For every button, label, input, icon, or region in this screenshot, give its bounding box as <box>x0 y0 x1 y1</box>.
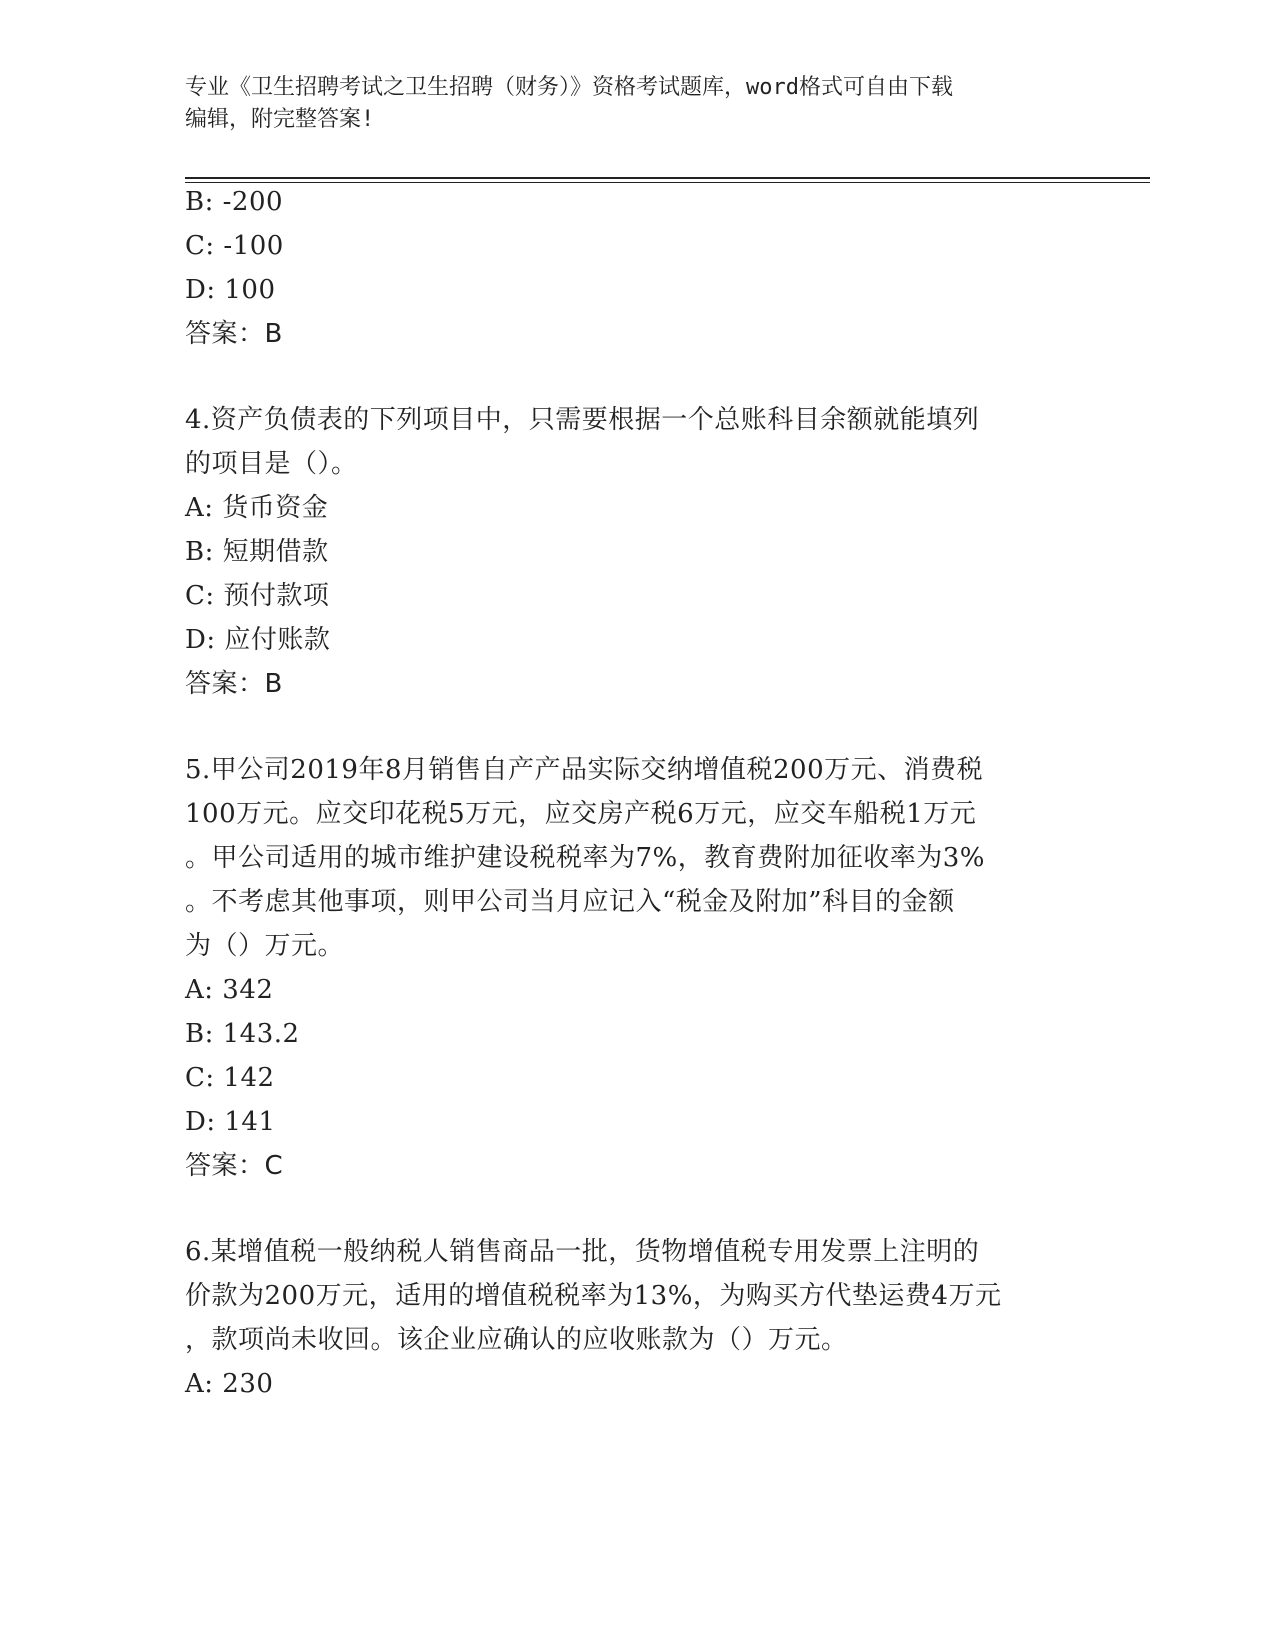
q5-stem-line-2: 100万元。应交印花税5万元，应交房产税6万元，应交车船税1万元 <box>185 799 977 829</box>
page-header <box>185 72 1065 136</box>
q4-option-c: C: 预付款项 <box>185 581 330 611</box>
q5-option-d: D: 141 <box>185 1107 276 1137</box>
header-rule-thin <box>185 182 1150 183</box>
q6-stem-line-2: 价款为200万元，适用的增值税税率为13%，为购买方代垫运费4万元 <box>185 1281 1002 1311</box>
q5-stem-line-4: 。不考虑其他事项，则甲公司当月应记入“税金及附加”科目的金额 <box>185 887 955 917</box>
q5-stem-line-3: 。甲公司适用的城市维护建设税税率为7%，教育费附加征收率为3% <box>185 843 985 873</box>
q3-option-d: D: 100 <box>185 275 276 305</box>
q4-answer: 答案：B <box>185 669 283 699</box>
q4-option-d: D: 应付账款 <box>185 625 331 655</box>
q6-stem-line-3: ，款项尚未收回。该企业应确认的应收账款为（）万元。 <box>185 1325 848 1355</box>
q6-option-a: A: 230 <box>185 1369 274 1399</box>
q5-stem-line-1: 5.甲公司2019年8月销售自产产品实际交纳增值税200万元、消费税 <box>185 755 984 785</box>
header-line-2: 编辑，附完整答案! <box>185 107 375 132</box>
header-rule <box>185 177 1150 179</box>
q6-stem-line-1: 6.某增值税一般纳税人销售商品一批，货物增值税专用发票上注明的 <box>185 1237 980 1267</box>
q4-stem-line-2: 的项目是（）。 <box>185 449 358 479</box>
q5-option-c: C: 142 <box>185 1063 275 1093</box>
q3-answer: 答案：B <box>185 319 283 349</box>
header-line-1: 专业《卫生招聘考试之卫生招聘（财务）》资格考试题库，word格式可自由下载 <box>185 75 953 100</box>
q5-option-a: A: 342 <box>185 975 274 1005</box>
q3-option-c: C: -100 <box>185 231 284 261</box>
q4-stem-line-1: 4.资产负债表的下列项目中，只需要根据一个总账科目余额就能填列 <box>185 405 980 435</box>
q3-option-b: B: -200 <box>185 187 284 217</box>
q5-stem-line-5: 为（）万元。 <box>185 931 345 961</box>
q4-option-b: B: 短期借款 <box>185 537 329 567</box>
q5-option-b: B: 143.2 <box>185 1019 300 1049</box>
q5-answer: 答案：C <box>185 1151 284 1181</box>
q4-option-a: A: 货币资金 <box>185 493 329 523</box>
